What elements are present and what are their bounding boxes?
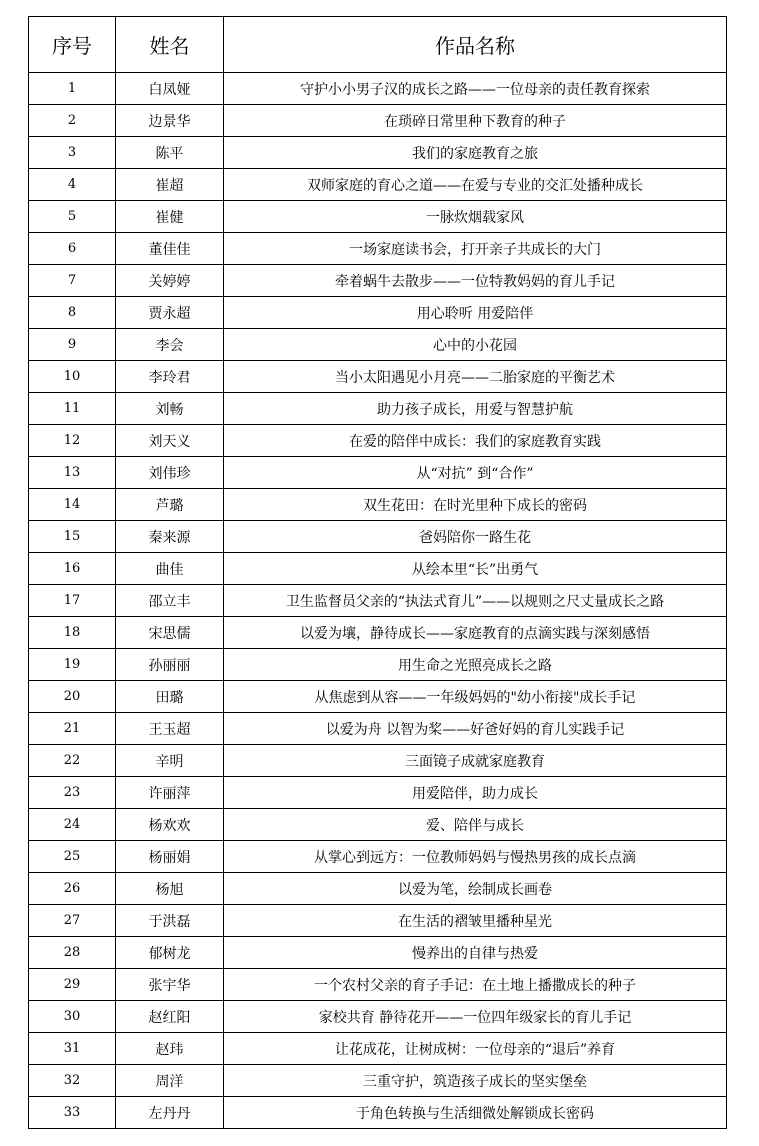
table-row [29, 841, 727, 873]
row-author-name: 辛明 [116, 745, 224, 777]
row-work-title: 爱、陪伴与成长 [224, 809, 727, 841]
row-author-name: 刘畅 [116, 393, 224, 425]
row-serial-number: 23 [29, 777, 116, 809]
row-work-title: 在生活的褶皱里播种星光 [224, 905, 727, 937]
row-author-name: 于洪磊 [116, 905, 224, 937]
table-row [29, 713, 727, 745]
table-row [29, 1001, 727, 1033]
row-serial-number: 15 [29, 521, 116, 553]
row-author-name: 李玲君 [116, 361, 224, 393]
row-work-title: 以爱为舟 以智为桨——好爸好妈的育儿实践手记 [224, 713, 727, 745]
row-author-name: 贾永超 [116, 297, 224, 329]
row-serial-number: 25 [29, 841, 116, 873]
row-author-name: 杨丽娟 [116, 841, 224, 873]
table-row [29, 937, 727, 969]
row-author-name: 孙丽丽 [116, 649, 224, 681]
table-row [29, 649, 727, 681]
row-author-name: 李会 [116, 329, 224, 361]
row-work-title: 用心聆听 用爱陪伴 [224, 297, 727, 329]
row-work-title: 让花成花，让树成树：一位母亲的“退后”养育 [224, 1033, 727, 1065]
header-work-title: 作品名称 [224, 17, 727, 73]
table-row [29, 745, 727, 777]
row-serial-number: 26 [29, 873, 116, 905]
row-author-name: 刘伟珍 [116, 457, 224, 489]
row-work-title: 从掌心到远方：一位教师妈妈与慢热男孩的成长点滴 [224, 841, 727, 873]
table-row [29, 873, 727, 905]
row-author-name: 宋思儒 [116, 617, 224, 649]
row-serial-number: 5 [29, 201, 116, 233]
row-serial-number: 3 [29, 137, 116, 169]
row-author-name: 杨欢欢 [116, 809, 224, 841]
table-row [29, 297, 727, 329]
table-row [29, 617, 727, 649]
row-serial-number: 12 [29, 425, 116, 457]
row-work-title: 用爱陪伴，助力成长 [224, 777, 727, 809]
table-row [29, 1097, 727, 1129]
row-work-title: 双生花田：在时光里种下成长的密码 [224, 489, 727, 521]
row-work-title: 在爱的陪伴中成长：我们的家庭教育实践 [224, 425, 727, 457]
row-serial-number: 10 [29, 361, 116, 393]
row-work-title: 从焦虑到从容——一年级妈妈的"幼小衔接"成长手记 [224, 681, 727, 713]
table-row [29, 105, 727, 137]
row-work-title: 一场家庭读书会，打开亲子共成长的大门 [224, 233, 727, 265]
row-author-name: 董佳佳 [116, 233, 224, 265]
row-author-name: 白凤娅 [116, 73, 224, 105]
table-row [29, 777, 727, 809]
table-row [29, 809, 727, 841]
table-row [29, 1033, 727, 1065]
row-serial-number: 6 [29, 233, 116, 265]
table-row [29, 521, 727, 553]
table-row [29, 969, 727, 1001]
row-serial-number: 19 [29, 649, 116, 681]
row-work-title: 爸妈陪你一路生花 [224, 521, 727, 553]
row-work-title: 家校共育 静待花开——一位四年级家长的育儿手记 [224, 1001, 727, 1033]
table-row [29, 137, 727, 169]
row-serial-number: 11 [29, 393, 116, 425]
table-row [29, 553, 727, 585]
row-serial-number: 30 [29, 1001, 116, 1033]
row-serial-number: 29 [29, 969, 116, 1001]
table-body [29, 73, 727, 1129]
row-author-name: 左丹丹 [116, 1097, 224, 1129]
row-serial-number: 27 [29, 905, 116, 937]
row-serial-number: 20 [29, 681, 116, 713]
works-list-table [28, 16, 727, 1129]
row-serial-number: 33 [29, 1097, 116, 1129]
table-row [29, 489, 727, 521]
row-author-name: 赵红阳 [116, 1001, 224, 1033]
table-row [29, 329, 727, 361]
row-work-title: 以爱为壤，静待成长——家庭教育的点滴实践与深刻感悟 [224, 617, 727, 649]
row-work-title: 牵着蜗牛去散步——一位特教妈妈的育儿手记 [224, 265, 727, 297]
row-serial-number: 14 [29, 489, 116, 521]
row-serial-number: 21 [29, 713, 116, 745]
row-work-title: 于角色转换与生活细微处解锁成长密码 [224, 1097, 727, 1129]
row-author-name: 关婷婷 [116, 265, 224, 297]
row-serial-number: 8 [29, 297, 116, 329]
row-author-name: 邵立丰 [116, 585, 224, 617]
row-work-title: 在琐碎日常里种下教育的种子 [224, 105, 727, 137]
row-author-name: 许丽萍 [116, 777, 224, 809]
row-work-title: 当小太阳遇见小月亮——二胎家庭的平衡艺术 [224, 361, 727, 393]
table-row [29, 73, 727, 105]
table-row [29, 681, 727, 713]
row-serial-number: 22 [29, 745, 116, 777]
row-serial-number: 2 [29, 105, 116, 137]
table-row [29, 361, 727, 393]
row-author-name: 张宇华 [116, 969, 224, 1001]
row-author-name: 王玉超 [116, 713, 224, 745]
row-author-name: 陈平 [116, 137, 224, 169]
row-serial-number: 18 [29, 617, 116, 649]
row-serial-number: 24 [29, 809, 116, 841]
row-serial-number: 17 [29, 585, 116, 617]
row-serial-number: 13 [29, 457, 116, 489]
row-serial-number: 32 [29, 1065, 116, 1097]
row-author-name: 秦来源 [116, 521, 224, 553]
row-work-title: 一脉炊烟载家风 [224, 201, 727, 233]
table-row [29, 233, 727, 265]
row-work-title: 三面镜子成就家庭教育 [224, 745, 727, 777]
row-author-name: 郁树龙 [116, 937, 224, 969]
table-row [29, 905, 727, 937]
table-row [29, 425, 727, 457]
row-author-name: 曲佳 [116, 553, 224, 585]
header-name: 姓名 [116, 17, 224, 73]
row-work-title: 三重守护，筑造孩子成长的坚实堡垒 [224, 1065, 727, 1097]
row-serial-number: 4 [29, 169, 116, 201]
row-author-name: 崔超 [116, 169, 224, 201]
row-author-name: 周洋 [116, 1065, 224, 1097]
row-serial-number: 9 [29, 329, 116, 361]
row-work-title: 用生命之光照亮成长之路 [224, 649, 727, 681]
row-serial-number: 1 [29, 73, 116, 105]
row-author-name: 田璐 [116, 681, 224, 713]
table-row [29, 393, 727, 425]
row-author-name: 赵玮 [116, 1033, 224, 1065]
row-work-title: 我们的家庭教育之旅 [224, 137, 727, 169]
row-author-name: 崔健 [116, 201, 224, 233]
row-work-title: 慢养出的自律与热爱 [224, 937, 727, 969]
row-work-title: 助力孩子成长，用爱与智慧护航 [224, 393, 727, 425]
table-row [29, 201, 727, 233]
row-work-title: 一个农村父亲的育子手记：在土地上播撒成长的种子 [224, 969, 727, 1001]
table-row [29, 457, 727, 489]
row-serial-number: 28 [29, 937, 116, 969]
row-author-name: 边景华 [116, 105, 224, 137]
table-row [29, 169, 727, 201]
row-author-name: 杨旭 [116, 873, 224, 905]
row-author-name: 芦璐 [116, 489, 224, 521]
header-serial-number: 序号 [29, 17, 116, 73]
row-serial-number: 31 [29, 1033, 116, 1065]
table-row [29, 265, 727, 297]
row-work-title: 守护小小男子汉的成长之路——一位母亲的责任教育探索 [224, 73, 727, 105]
row-work-title: 卫生监督员父亲的“执法式育儿”——以规则之尺丈量成长之路 [224, 585, 727, 617]
table-row [29, 585, 727, 617]
row-work-title: 双师家庭的育心之道——在爱与专业的交汇处播种成长 [224, 169, 727, 201]
row-work-title: 从绘本里“长”出勇气 [224, 553, 727, 585]
table-row [29, 1065, 727, 1097]
row-serial-number: 7 [29, 265, 116, 297]
table-header-row [29, 17, 727, 73]
row-author-name: 刘天义 [116, 425, 224, 457]
row-work-title: 以爱为笔，绘制成长画卷 [224, 873, 727, 905]
row-work-title: 心中的小花园 [224, 329, 727, 361]
row-serial-number: 16 [29, 553, 116, 585]
row-work-title: 从“对抗” 到“合作” [224, 457, 727, 489]
